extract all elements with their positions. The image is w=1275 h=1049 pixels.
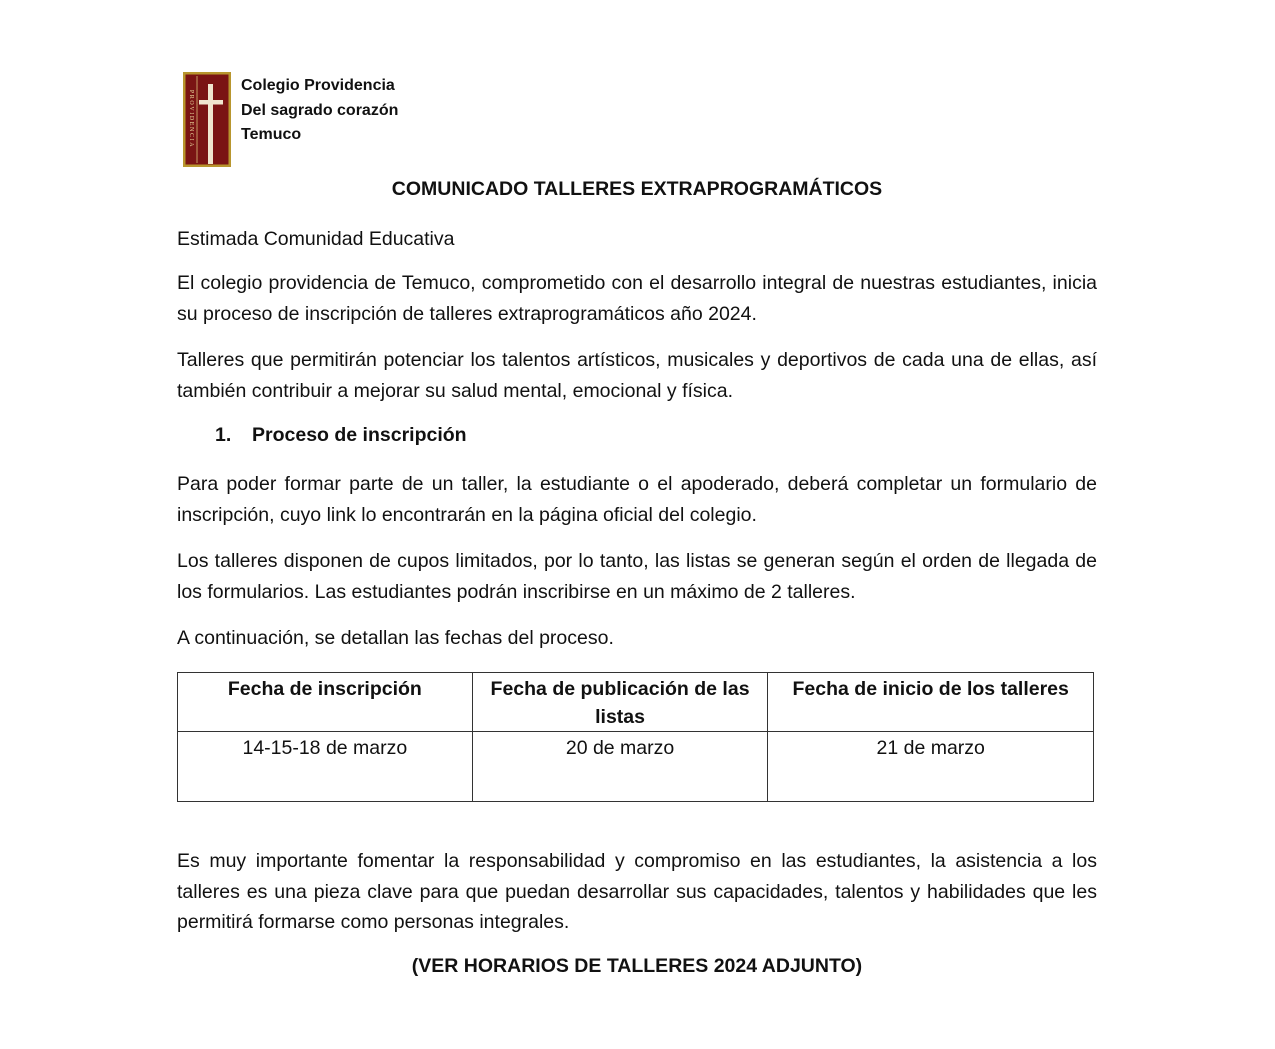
school-logo (183, 72, 231, 167)
table-cell: 14-15-18 de marzo (178, 732, 473, 802)
table-cell: 21 de marzo (768, 732, 1094, 802)
school-name-line: Colegio Providencia (241, 77, 395, 94)
paragraph-intro: El colegio providencia de Temuco, comprometido con el desarrollo integral de nuestras estudiantes, inicia su proceso de inscripción de talleres extraprogramáticos año 2024. (177, 272, 1097, 325)
paragraph-commitment: Es muy importante fomentar la responsabilidad y compromiso en las estudiantes, la asistencia a los talleres es una pieza clave para que puedan desarrollar sus capacidades, talentos y habilidades que les permitirá formarse como personas integrales. (177, 850, 1097, 933)
section-heading (215, 424, 467, 447)
section-title: Proceso de inscripción (252, 424, 467, 446)
table-header-row (178, 673, 1094, 732)
table-header: Fecha de inicio de los talleres (768, 673, 1094, 732)
section-number: 1. (215, 424, 232, 446)
school-name (241, 74, 398, 148)
paragraph-talents: Talleres que permitirán potenciar los talentos artísticos, musicales y deportivos de cada una de ellas, así también contribuir a mejorar su salud mental, emocional y física. (177, 349, 1097, 402)
school-city: Temuco (241, 126, 302, 143)
dates-table (177, 672, 1094, 802)
paragraph-quota: Los talleres disponen de cupos limitados, por lo tanto, las listas se generan según el orden de llegada de los formularios. Las estudiantes podrán inscribirse en un máximo de 2 talleres. (177, 550, 1097, 603)
table-row (178, 732, 1094, 802)
greeting: Estimada Comunidad Educativa (177, 228, 455, 250)
paragraph-form: Para poder formar parte de un taller, la estudiante o el apoderado, deberá completar un formulario de inscripción, cuyo link lo encontrarán en la página oficial del colegio. (177, 473, 1097, 526)
logo-text: PROVIDENCIA (188, 89, 195, 149)
table-header: Fecha de publicación de las listas (472, 673, 768, 732)
school-name-line: Del sagrado corazón (241, 101, 399, 119)
table-cell: 20 de marzo (472, 732, 768, 802)
footer-note: (VER HORARIOS DE TALLERES 2024 ADJUNTO) (411, 955, 863, 977)
paragraph-dates-intro: A continuación, se detallan las fechas del proceso. (177, 627, 614, 649)
document-title: COMUNICADO TALLERES EXTRAPROGRAMÁTICOS (391, 178, 883, 200)
table-header: Fecha de inscripción (178, 673, 473, 732)
